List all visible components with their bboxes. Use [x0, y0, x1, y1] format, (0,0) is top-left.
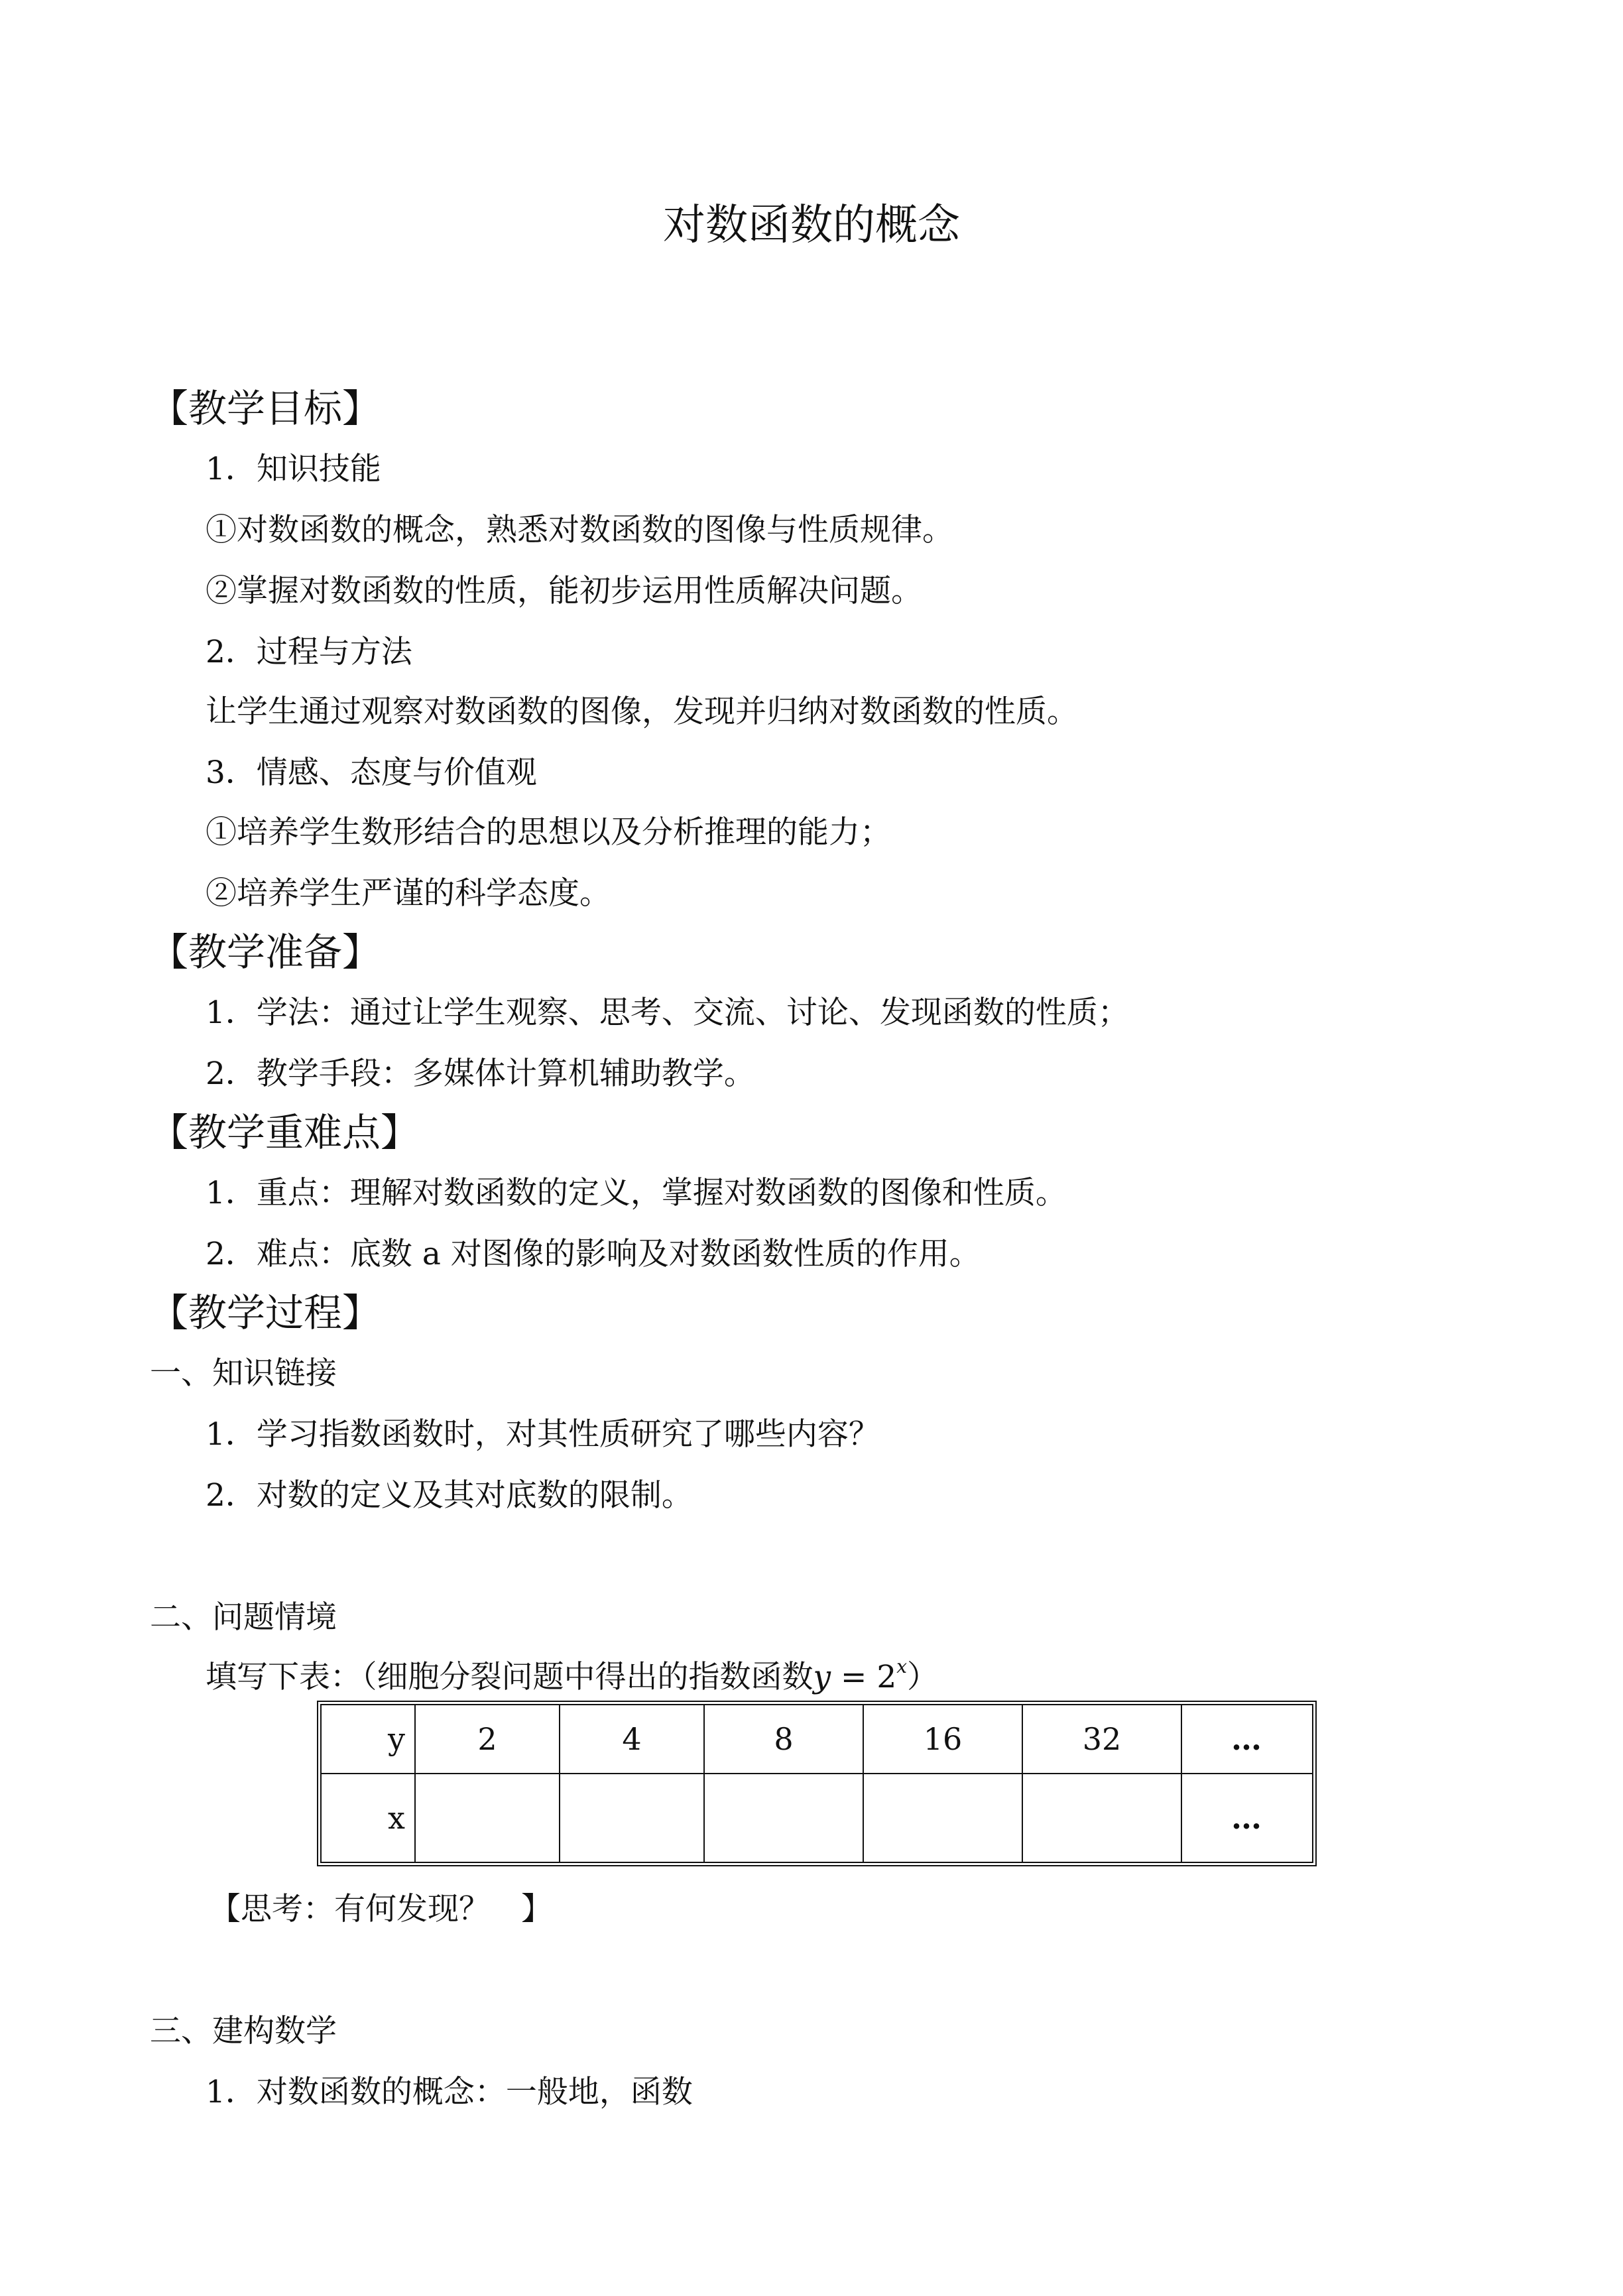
table-cell-blank[interactable]	[1022, 1774, 1181, 1862]
table-cell: 32	[1022, 1705, 1181, 1774]
table-cell: 8	[704, 1705, 863, 1774]
knowledge-link-line: 1．学习指数函数时，对其性质研究了哪些内容？	[206, 1416, 880, 1453]
keypoint-line: 2．难点：底数 a 对图像的影响及对数函数性质的作用。	[206, 1236, 981, 1272]
document-title: 对数函数的概念	[663, 201, 960, 250]
formula-exponent: x	[896, 1656, 908, 1677]
section-heading-prep: 【教学准备】	[150, 930, 381, 975]
prep-line: 2．教学手段：多媒体计算机辅助教学。	[206, 1056, 755, 1092]
goal-line: ②掌握对数函数的性质，能初步运用性质解决问题。	[206, 573, 922, 609]
table-row-label: x	[322, 1774, 415, 1862]
table-cell-blank[interactable]	[415, 1774, 560, 1862]
table-cell: 2	[415, 1705, 560, 1774]
subsection-heading-knowledge-link: 一、知识链接	[150, 1355, 337, 1392]
subsection-heading-problem-context: 二、问题情境	[150, 1599, 337, 1636]
formula-eq: = 2	[831, 1659, 897, 1695]
section-heading-keypoints: 【教学重难点】	[150, 1110, 420, 1155]
goal-line: ②培养学生严谨的科学态度。	[206, 875, 611, 912]
subsection-heading-construct-math: 三、建构数学	[150, 2013, 337, 2049]
think-prompt: 【思考：有何发现？ 】	[210, 1891, 552, 1927]
table-intro-suffix: ）	[907, 1659, 939, 1695]
table-cell-blank[interactable]	[704, 1774, 863, 1862]
table-cell-ellipsis: …	[1181, 1774, 1312, 1862]
table-row-x	[322, 1774, 1312, 1862]
knowledge-link-line: 2．对数的定义及其对底数的限制。	[206, 1477, 693, 1514]
section-heading-goals: 【教学目标】	[150, 386, 381, 431]
exponent-table	[317, 1701, 1317, 1866]
construct-math-line: 1．对数函数的概念：一般地，函数	[206, 2074, 693, 2110]
formula-y: y	[813, 1659, 831, 1695]
table-intro	[206, 1656, 938, 1699]
prep-line: 1．学法：通过让学生观察、思考、交流、讨论、发现函数的性质；	[206, 995, 1129, 1031]
keypoint-line: 1．重点：理解对数函数的定义，掌握对数函数的图像和性质。	[206, 1175, 1067, 1211]
table-row-label: y	[322, 1705, 415, 1774]
table-cell-ellipsis: …	[1181, 1705, 1312, 1774]
table-cell: 16	[863, 1705, 1022, 1774]
goal-line: 让学生通过观察对数函数的图像，发现并归纳对数函数的性质。	[206, 694, 1078, 730]
table-intro-prefix: 填写下表：（细胞分裂问题中得出的指数函数	[206, 1659, 813, 1695]
goal-line: 3．情感、态度与价值观	[206, 755, 537, 791]
table-cell-blank[interactable]	[560, 1774, 704, 1862]
goal-line: ①对数函数的概念，熟悉对数函数的图像与性质规律。	[206, 512, 953, 548]
table-row-y	[322, 1705, 1312, 1774]
goal-line: 1．知识技能	[206, 451, 381, 487]
table-cell-blank[interactable]	[863, 1774, 1022, 1862]
goal-line: ①培养学生数形结合的思想以及分析推理的能力；	[206, 814, 891, 851]
section-heading-process: 【教学过程】	[150, 1290, 381, 1335]
goal-line: 2．过程与方法	[206, 634, 412, 670]
table-cell: 4	[560, 1705, 704, 1774]
